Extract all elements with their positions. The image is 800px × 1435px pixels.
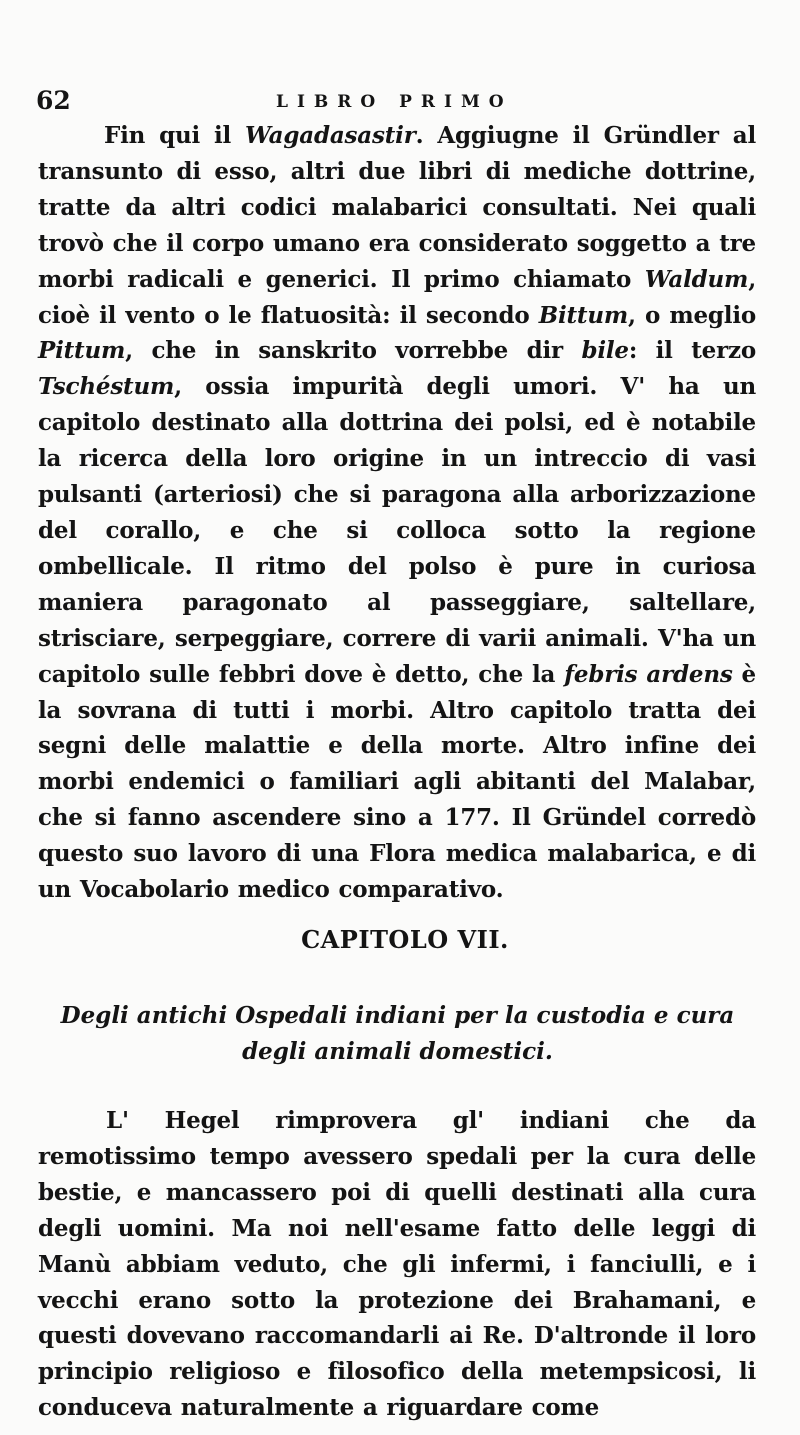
term-febris-ardens: febris ardens bbox=[564, 660, 733, 688]
chapter-subtitle bbox=[40, 998, 755, 1070]
chapter-subtitle-line-2: degli animali domestici. bbox=[242, 1038, 553, 1065]
term-pittum: Pittum bbox=[38, 337, 126, 365]
term-waldum: Waldum bbox=[644, 265, 749, 293]
chapter-subtitle-line-1: Degli antichi Ospedali indiani per la custodia e cura bbox=[60, 1002, 735, 1029]
paragraph-2: L' Hegel rimprovera gl' indiani che da remotissimo tempo avessero spedali per la cura delle bestie, e mancassero poi di quelli destinati alla cura degli uomini. Ma noi nell'esame fatto delle leggi di Manù abbiam veduto, che gli infermi, i fanciulli, e i vecchi erano sotto la protezione dei Brahamani, e questi dovevano raccomandarli ai Re. D'altronde il loro principio religioso e filosofico della metempsicosi, li conduceva naturalmente a riguardare come bbox=[38, 1107, 756, 1422]
term-bile: bile bbox=[581, 337, 629, 365]
paragraph-1: Fin qui il Wagadasastir. Aggiugne il Gründler al transunto di esso, altri due libri di mediche dottrine, tratte da altri codici malabarici consultati. Nei quali trovò che il corpo umano era considerato soggetto a tre morbi radicali e generici. Il primo chiamato Waldum, cioè il vento o le flatuosità: il secondo Bittum, o meglio Pittum, che in sanskrito vorrebbe dir bile: il terzo Tschéstum, ossia impurità degli umori. V' ha un capitolo destinato alla dottrina dei polsi, ed è notabile la ricerca della loro origine in un intreccio di vasi pulsanti (arteriosi) che si paragona alla arborizzazione del corallo, e che si colloca sotto la regione ombellicale. Il ritmo del polso è pure in curiosa maniera paragonato al passeggiare, saltellare, strisciare, serpeggiare, correre di varii animali. V'ha un capitolo sulle febbri dove è detto, che la febris ardens è la sovrana di tutti i morbi. Altro capitolo tratta dei segni delle malattie e della morte. Altro infine dei morbi endemici o familiari agli abitanti del Malabar, che si fanno ascendere sino a 177. Il Gründel corredò questo suo lavoro di una Flora medica malabarica, e di un Vocabolario medico comparativo. bbox=[38, 122, 756, 904]
running-head bbox=[36, 86, 761, 116]
term-bittum: Bittum bbox=[538, 301, 629, 329]
term-wagadasastir: Wagadasastir bbox=[245, 122, 416, 149]
running-title: LIBRO PRIMO bbox=[276, 92, 513, 112]
page-number: 62 bbox=[36, 86, 71, 115]
chapter-heading: CAPITOLO VII. bbox=[301, 925, 509, 954]
term-tschestum: Tschéstum bbox=[38, 373, 175, 401]
